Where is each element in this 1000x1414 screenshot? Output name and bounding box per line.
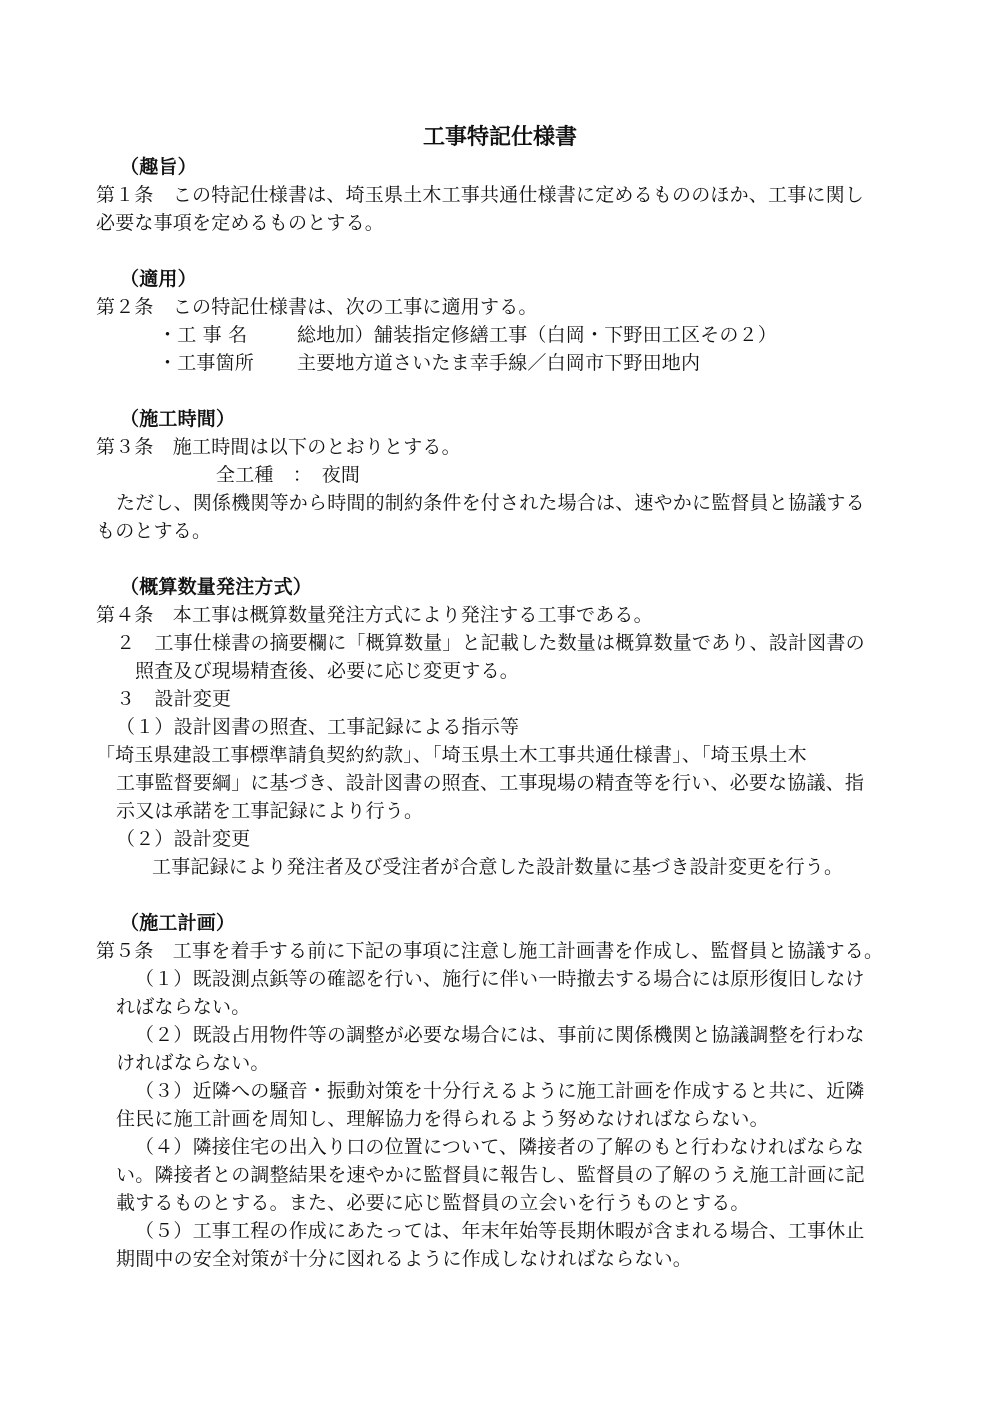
article-5-line-1: 第５条 工事を着手する前に下記の事項に注意し施工計画書を作成し、監督員と協議する。 [96, 940, 884, 962]
article-4-line-1: 第４条 本工事は概算数量発注方式により発注する工事である。 [96, 604, 653, 626]
article-3-line-3: ただし、関係機関等から時間的制約条件を付された場合は、速やかに監督員と協議する [116, 492, 865, 514]
article-4-line-5: （１）設計図書の照査、工事記録による指示等 [116, 716, 520, 738]
article-5-line-6: （３）近隣への騒音・振動対策を十分行えるように施工計画を作成すると共に、近隣 [135, 1080, 865, 1102]
document-title: 工事特記仕様書 [422, 125, 577, 150]
article-5-line-3: ればならない。 [116, 996, 251, 1018]
item-label-work-location: ・工事箇所 [158, 352, 255, 374]
article-5-line-5: ければならない。 [116, 1052, 270, 1074]
article-5-line-12: 期間中の安全対策が十分に図れるように作成しなければならない。 [116, 1248, 693, 1270]
item-value-work-location: 主要地方道さいたま幸手線／白岡市下野田地内 [297, 352, 701, 374]
section-heading-purpose: （趣旨） [120, 156, 197, 178]
item-value-work-name: 総地加）舗装指定修繕工事（白岡・下野田工区その２） [297, 324, 778, 346]
article-5-line-8: （４）隣接住宅の出入り口の位置について、隣接者の了解のもと行わなければならな [135, 1136, 864, 1158]
section-heading-application: （適用） [120, 268, 197, 290]
article-5-line-7: 住民に施工計画を周知し、理解協力を得られるよう努めなければならない。 [116, 1108, 769, 1130]
article-5-line-4: （２）既設占用物件等の調整が必要な場合には、事前に関係機関と協議調整を行わな [135, 1024, 865, 1046]
article-3-line-2: 全工種 ： 夜間 [216, 464, 361, 486]
article-4-line-10: 工事記録により発注者及び受注者が合意した設計数量に基づき設計変更を行う。 [152, 856, 844, 878]
article-1-line-2: 必要な事項を定めるものとする。 [96, 212, 385, 234]
section-heading-work-plan: （施工計画） [120, 912, 236, 934]
article-5-line-9: い。隣接者との調整結果を速やかに監督員に報告し、監督員の了解のうえ施工計画に記 [116, 1164, 865, 1186]
article-3-line-4: ものとする。 [96, 520, 212, 542]
item-label-work-name: ・工 事 名 [158, 324, 248, 346]
article-2-line-1: 第２条 この特記仕様書は、次の工事に適用する。 [96, 296, 538, 318]
article-4-line-6: 「埼玉県建設工事標準請負契約約款」、「埼玉県土木工事共通仕様書」、「埼玉県土木 [96, 744, 807, 766]
article-5-line-10: 載するものとする。また、必要に応じ監督員の立会いを行うものとする。 [116, 1192, 750, 1214]
article-3-line-1: 第３条 施工時間は以下のとおりとする。 [96, 436, 461, 458]
section-heading-approx-quantity: （概算数量発注方式） [120, 576, 313, 598]
article-5-line-11: （５）工事工程の作成にあたっては、年末年始等長期休暇が含まれる場合、工事休止 [135, 1220, 865, 1242]
section-heading-work-hours: （施工時間） [120, 408, 236, 430]
article-1-line-1: 第１条 この特記仕様書は、埼玉県土木工事共通仕様書に定めるもののほか、工事に関し [96, 184, 865, 206]
article-4-line-8: 示又は承諾を工事記録により行う。 [116, 800, 424, 822]
article-4-line-2: ２ 工事仕様書の摘要欄に「概算数量」と記載した数量は概算数量であり、設計図書の [116, 632, 865, 654]
article-4-line-4: ３ 設計変更 [116, 688, 232, 710]
article-4-line-7: 工事監督要綱」に基づき、設計図書の照査、工事現場の精査等を行い、必要な協議、指 [116, 772, 865, 794]
article-4-line-3: 照査及び現場精査後、必要に応じ変更する。 [135, 660, 520, 682]
article-4-line-9: （２）設計変更 [116, 828, 251, 850]
article-5-line-2: （１）既設測点鋲等の確認を行い、施行に伴い一時撤去する場合には原形復旧しなけ [135, 968, 865, 990]
